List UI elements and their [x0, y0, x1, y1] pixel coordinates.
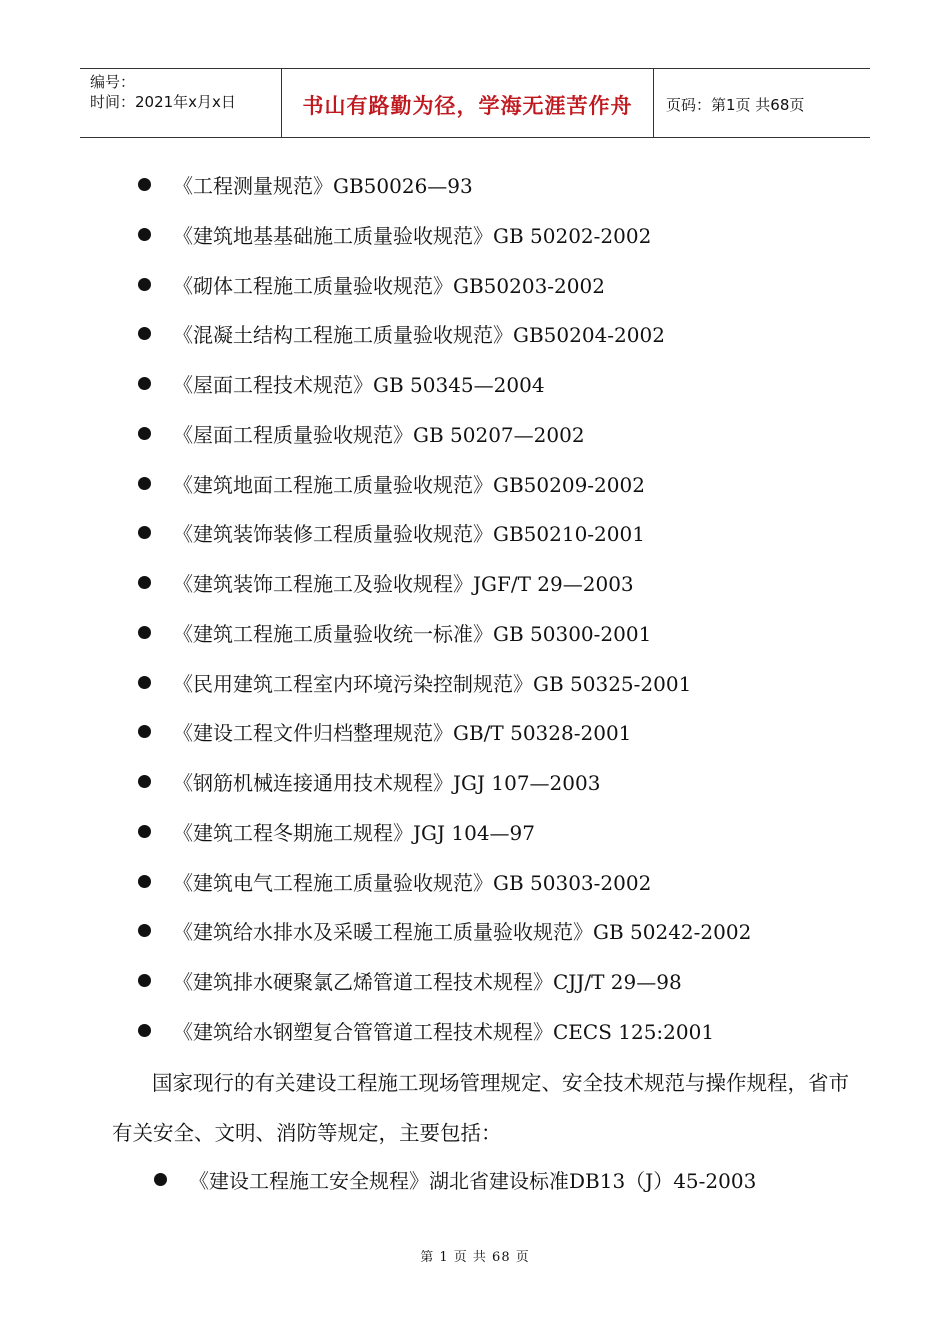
- bullet-icon: [138, 974, 151, 987]
- list-item: [138, 468, 645, 498]
- header-page-info: 页码：第1页 共68页: [666, 95, 805, 114]
- list-item: [138, 269, 605, 299]
- list-item: [154, 1164, 756, 1194]
- list-item: [138, 866, 651, 896]
- body-paragraph: 国家现行的有关建设工程施工现场管理规定、安全技术规范与操作规程，省市有关安全、文明、消防等规定，主要包括：: [112, 1071, 849, 1145]
- bullet-icon: [138, 676, 151, 689]
- page-footer: 第 1 页 共 68 页: [420, 1250, 530, 1265]
- list-item-text: 《建筑排水硬聚氯乙烯管道工程技术规程》CJJ/T 29—98: [173, 969, 682, 994]
- bullet-icon: [138, 278, 151, 291]
- bullet-icon: [138, 327, 151, 340]
- list-item-text: 《混凝土结构工程施工质量验收规范》GB50204-2002: [173, 322, 665, 347]
- bullet-icon: [138, 477, 151, 490]
- list-item: [138, 667, 691, 697]
- doc-number-label: 编号：: [90, 73, 136, 91]
- list-item-text: 《建筑给水钢塑复合管管道工程技术规程》CECS 125:2001: [173, 1019, 715, 1044]
- bullet-icon: [138, 178, 151, 191]
- list-item: [138, 368, 545, 398]
- list-item: [138, 617, 651, 647]
- bullet-icon: [138, 427, 151, 440]
- bullet-icon: [138, 526, 151, 539]
- list-item: [138, 418, 585, 448]
- list-item-text: 《屋面工程技术规范》GB 50345—2004: [173, 372, 545, 397]
- list-item-text: 《建筑工程冬期施工规程》JGJ 104—97: [173, 820, 535, 845]
- list-item: [138, 915, 751, 945]
- list-item: [138, 965, 682, 995]
- list-item: [138, 816, 535, 846]
- list-item-text: 《建筑给水排水及采暖工程施工质量验收规范》GB 50242-2002: [173, 919, 752, 944]
- bullet-icon: [154, 1173, 167, 1186]
- bullet-icon: [138, 576, 151, 589]
- list-item-text: 《建筑地面工程施工质量验收规范》GB50209-2002: [173, 472, 645, 497]
- bullet-icon: [138, 825, 151, 838]
- doc-time-label: 时间：2021年x月x日: [90, 93, 236, 111]
- document-header: [80, 68, 870, 138]
- list-item-text: 《建筑电气工程施工质量验收规范》GB 50303-2002: [173, 870, 652, 895]
- list-item-text: 《钢筋机械连接通用技术规程》JGJ 107—2003: [173, 770, 601, 795]
- bullet-icon: [138, 775, 151, 788]
- list-item: [138, 716, 631, 746]
- list-item-text: 《建筑装饰工程施工及验收规程》JGF/T 29—2003: [173, 571, 634, 596]
- list-item: [138, 219, 651, 249]
- list-item-text: 《屋面工程质量验收规范》GB 50207—2002: [173, 422, 585, 447]
- header-motto: 书山有路勤为径，学海无涯苦作舟: [282, 69, 654, 137]
- bullet-icon: [138, 377, 151, 390]
- header-meta: [80, 69, 282, 137]
- list-item-text: 《建筑地基基础施工质量验收规范》GB 50202-2002: [173, 223, 652, 248]
- list-item: [138, 517, 645, 547]
- bullet-icon: [138, 228, 151, 241]
- list-item-text: 《建设工程施工安全规程》湖北省建设标准DB13（J）45-2003: [189, 1168, 757, 1193]
- list-item: [138, 1015, 714, 1045]
- list-item-text: 《砌体工程施工质量验收规范》GB50203-2002: [173, 273, 605, 298]
- list-item-text: 《建筑装饰装修工程质量验收规范》GB50210-2001: [173, 521, 645, 546]
- list-item: [138, 766, 600, 796]
- list-item: [138, 169, 473, 199]
- list-item-text: 《建设工程文件归档整理规范》GB/T 50328-2001: [173, 720, 632, 745]
- bullet-icon: [138, 924, 151, 937]
- bullet-icon: [138, 725, 151, 738]
- bullet-icon: [138, 1024, 151, 1037]
- list-item-text: 《民用建筑工程室内环境污染控制规范》GB 50325-2001: [173, 671, 692, 696]
- bullet-icon: [138, 875, 151, 888]
- list-item-text: 《建筑工程施工质量验收统一标准》GB 50300-2001: [173, 621, 652, 646]
- list-item: [138, 318, 665, 348]
- bullet-icon: [138, 626, 151, 639]
- list-item: [138, 567, 634, 597]
- list-item-text: 《工程测量规范》GB50026—93: [173, 173, 473, 198]
